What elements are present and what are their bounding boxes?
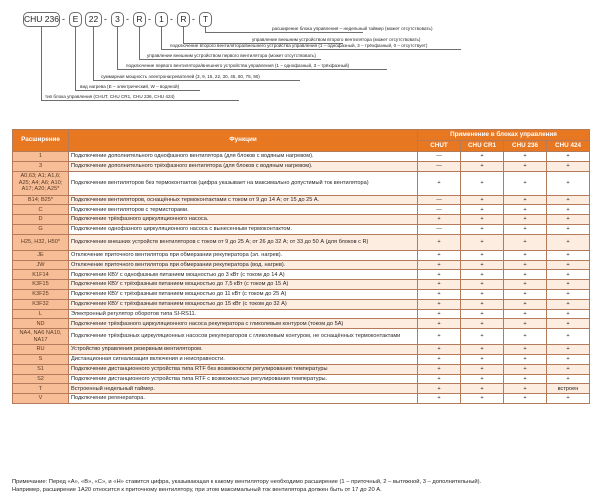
- cell-chu-cr1: +: [461, 374, 504, 384]
- cell-chu-236: +: [504, 260, 547, 270]
- header-block-chut: CHUT: [418, 141, 461, 152]
- cell-chu-236: +: [504, 270, 547, 280]
- cell-extension-code: T: [13, 384, 69, 394]
- footnote-line-1: Примечание: Перед «A», «B», «C», и «H» ставится цифра, указывающая к какому вентилятору необходимо расширение (1 – приточный, 2 – вытяжной, 3 – дополнительный).: [12, 479, 482, 485]
- cell-extension-code: V: [13, 394, 69, 404]
- legend-fan1: подключение первого вентилятора/внешнего устройства управления (1 – однофазный, 3 – трёхфазный): [126, 63, 350, 68]
- cell-chu-cr1: +: [461, 161, 504, 171]
- cell-function: Подключение однофазного циркуляционного насоса с вынесенным термоконтактом.: [69, 224, 418, 234]
- header-block-chu-cr1: CHU CR1: [461, 141, 504, 152]
- table-row: [13, 354, 590, 364]
- cell-function: Устройство управления резервным вентилятором.: [69, 345, 418, 355]
- cell-function: Подключение трёхфазных циркуляционных насосов рекуператоров с гликолевым контуром, не оснащённых термоконтактами: [69, 329, 418, 345]
- cell-chu-cr1: +: [461, 260, 504, 270]
- code-box-fan2-control: R: [177, 12, 190, 27]
- cell-chu-236: +: [504, 374, 547, 384]
- cell-chu-cr1: +: [461, 354, 504, 364]
- cell-function: Отключение приточного вентилятора при обмерзании рекуператора (вод. нагрев).: [69, 260, 418, 270]
- cell-chut: +: [418, 329, 461, 345]
- cell-chu-236: +: [504, 384, 547, 394]
- code-box-power: 22: [85, 12, 102, 27]
- cell-chut: +: [418, 234, 461, 250]
- leader-underline: [205, 32, 363, 33]
- cell-chu-424: +: [547, 289, 590, 299]
- header-block-chu-236: CHU 236: [504, 141, 547, 152]
- cell-chu-424: +: [547, 280, 590, 290]
- cell-chut: —: [418, 205, 461, 215]
- cell-chut: +: [418, 345, 461, 355]
- table-row: [13, 280, 590, 290]
- cell-extension-code: 3: [13, 161, 69, 171]
- legend-heating: вид нагрева (E – электрический, W – водяной): [80, 84, 180, 89]
- cell-function: Подключение КВУ с трёхфазным питанием мощностью до 15 кВт (с током до 32 А): [69, 299, 418, 309]
- cell-extension-code: JW: [13, 260, 69, 270]
- cell-function: Подключение КВУ с трёхфазным питанием мощностью до 11 кВт (с током до 25 А): [69, 289, 418, 299]
- cell-chu-424: +: [547, 270, 590, 280]
- legend-power: суммарная мощность электронагревателей (3, 9, 15, 22, 30, 45, 60, 75, 90): [101, 74, 260, 79]
- cell-chut: +: [418, 289, 461, 299]
- cell-chut: +: [418, 354, 461, 364]
- cell-chu-424: +: [547, 364, 590, 374]
- cell-extension-code: ND: [13, 319, 69, 329]
- table-row: [13, 345, 590, 355]
- cell-chut: +: [418, 374, 461, 384]
- leader-underline: [161, 49, 461, 50]
- cell-function: Подключение вентиляторов, оснащённых термоконтактами с током от 9 до 14 А; от 15 до 25 А.: [69, 195, 418, 205]
- cell-chu-424: +: [547, 329, 590, 345]
- cell-function: Подключение дополнительного однофазного вентилятора (для блоков с водяным нагревом).: [69, 152, 418, 162]
- cell-chut: —: [418, 161, 461, 171]
- cell-extension-code: K1F14: [13, 270, 69, 280]
- leader-underline: [117, 69, 387, 70]
- cell-chu-424: +: [547, 234, 590, 250]
- cell-chu-424: +: [547, 250, 590, 260]
- table-row: [13, 260, 590, 270]
- table-row: [13, 224, 590, 234]
- cell-chu-cr1: +: [461, 224, 504, 234]
- table-row: [13, 309, 590, 319]
- cell-chu-cr1: +: [461, 329, 504, 345]
- cell-extension-code: L: [13, 309, 69, 319]
- cell-chu-236: +: [504, 205, 547, 215]
- cell-chu-424: +: [547, 195, 590, 205]
- cell-function: Подключение вентиляторов без термоконтактов (цифра указывает на максимально допустимый ток вентилятора): [69, 171, 418, 195]
- cell-chu-cr1: +: [461, 319, 504, 329]
- cell-function: Подключение вентиляторов с термисторами.: [69, 205, 418, 215]
- cell-chu-236: +: [504, 319, 547, 329]
- cell-chu-236: +: [504, 289, 547, 299]
- code-box-fan2: 1: [155, 12, 168, 27]
- legend-timer: расширение блока управления – недельный таймер (может отсутствовать): [272, 26, 433, 31]
- cell-chu-424: +: [547, 260, 590, 270]
- legend-type: тип блока управления (CHUT, CHU CR1, CHU 236, CHU 424): [45, 94, 175, 99]
- cell-function: Подключение дистанционного устройства типа RTF с возможностью регулирования температуры.: [69, 374, 418, 384]
- cell-chut: +: [418, 319, 461, 329]
- cell-extension-code: A0,63; A1; A1,6; A25; A4; A6; A10; A17; A20; A25*: [13, 171, 69, 195]
- cell-extension-code: K3F15: [13, 280, 69, 290]
- cell-chu-cr1: +: [461, 195, 504, 205]
- cell-extension-code: C: [13, 205, 69, 215]
- cell-chu-236: +: [504, 299, 547, 309]
- cell-chut: —: [418, 152, 461, 162]
- cell-chut: —: [418, 195, 461, 205]
- table-row: [13, 384, 590, 394]
- cell-chu-cr1: +: [461, 234, 504, 250]
- cell-chut: +: [418, 215, 461, 225]
- cell-function: Подключение трёхфазного циркуляционного насоса рекуператора с гликолевым контуром (током до 5А): [69, 319, 418, 329]
- header-application-group: Применение в блоках управления: [418, 130, 590, 141]
- cell-chut: +: [418, 260, 461, 270]
- cell-function: Подключение внешних устройств вентиляторов с током от 9 до 25 А; от 26 до 32 А; от 33 до 50 А (для блоков с R): [69, 234, 418, 250]
- footnote-line-2: Например, расширение 1A20 относится к приточному вентилятору, при этом максимальный ток вентилятора должен быть от 17 до 20 А.: [12, 487, 382, 493]
- table-row: [13, 394, 590, 404]
- cell-chut: +: [418, 299, 461, 309]
- cell-chu-424: +: [547, 152, 590, 162]
- cell-chu-424: +: [547, 205, 590, 215]
- cell-chu-424: +: [547, 374, 590, 384]
- legend-fan2-control: управление внешним устройством второго вентилятора (может отсутствовать): [252, 37, 421, 42]
- leader-underline: [139, 59, 321, 60]
- header-block-chu-424: CHU 424: [547, 141, 590, 152]
- cell-chu-236: +: [504, 309, 547, 319]
- cell-chu-424: встроен: [547, 384, 590, 394]
- cell-chu-236: +: [504, 224, 547, 234]
- cell-chu-424: +: [547, 394, 590, 404]
- header-extension: Расширение: [13, 130, 69, 152]
- cell-chu-cr1: +: [461, 280, 504, 290]
- table-row: [13, 215, 590, 225]
- leader-line: [75, 27, 76, 90]
- code-box-timer: T: [199, 12, 212, 27]
- code-box-fan1-control: R: [133, 12, 146, 27]
- cell-chu-236: +: [504, 329, 547, 345]
- cell-chu-236: +: [504, 215, 547, 225]
- table-row: [13, 319, 590, 329]
- table-row: [13, 205, 590, 215]
- cell-function: Подключение дистанционного устройства типа RTF без возможности регулирования температуры: [69, 364, 418, 374]
- cell-chu-cr1: +: [461, 394, 504, 404]
- cell-chu-236: +: [504, 280, 547, 290]
- table-row: [13, 234, 590, 250]
- code-dash: -: [104, 14, 107, 24]
- cell-function: Подключение КВУ с однофазным питанием мощностью до 3 кВт (с током до 14 А): [69, 270, 418, 280]
- cell-chut: +: [418, 250, 461, 260]
- table-body: [13, 152, 590, 404]
- code-box-type: CHU 236: [23, 12, 60, 27]
- cell-chu-cr1: +: [461, 215, 504, 225]
- cell-chut: +: [418, 280, 461, 290]
- cell-function: Подключение дополнительного трёхфазного вентилятора (для блоков с водяным нагревом).: [69, 161, 418, 171]
- cell-chu-236: +: [504, 394, 547, 404]
- leader-line: [41, 27, 42, 100]
- footnote: [12, 478, 602, 494]
- cell-chu-424: +: [547, 171, 590, 195]
- code-box-heating: E: [69, 12, 82, 27]
- cell-chu-424: +: [547, 215, 590, 225]
- leader-line: [183, 27, 184, 43]
- cell-chu-cr1: +: [461, 250, 504, 260]
- table-row: [13, 152, 590, 162]
- cell-chu-236: +: [504, 195, 547, 205]
- cell-extension-code: K3F32: [13, 299, 69, 309]
- cell-extension-code: RU: [13, 345, 69, 355]
- cell-extension-code: 1: [13, 152, 69, 162]
- table-row: [13, 299, 590, 309]
- cell-function: Подключение регенератора.: [69, 394, 418, 404]
- code-dash: -: [148, 14, 151, 24]
- table-row: [13, 289, 590, 299]
- leader-line: [139, 27, 140, 59]
- cell-function: Отключение приточного вентилятора при обмерзании рекуператора (эл. нагрев).: [69, 250, 418, 260]
- model-code-diagram: [0, 0, 614, 128]
- cell-chu-236: +: [504, 171, 547, 195]
- cell-chu-cr1: +: [461, 270, 504, 280]
- cell-chu-cr1: +: [461, 384, 504, 394]
- cell-extension-code: B14; B25*: [13, 195, 69, 205]
- leader-underline: [75, 90, 200, 91]
- cell-chut: +: [418, 394, 461, 404]
- table-row: [13, 171, 590, 195]
- cell-chut: +: [418, 309, 461, 319]
- cell-chu-236: +: [504, 364, 547, 374]
- cell-chu-424: +: [547, 354, 590, 364]
- code-dash: -: [62, 14, 65, 24]
- table-row: [13, 374, 590, 384]
- cell-extension-code: JE: [13, 250, 69, 260]
- leader-underline: [93, 80, 300, 81]
- cell-extension-code: K3F25: [13, 289, 69, 299]
- cell-chu-424: +: [547, 345, 590, 355]
- cell-function: Подключение трёхфазного циркуляционного насоса.: [69, 215, 418, 225]
- cell-chut: —: [418, 224, 461, 234]
- cell-chu-236: +: [504, 354, 547, 364]
- cell-chu-424: +: [547, 309, 590, 319]
- cell-chut: +: [418, 270, 461, 280]
- code-dash: -: [170, 14, 173, 24]
- cell-chu-236: +: [504, 161, 547, 171]
- leader-line: [93, 27, 94, 80]
- cell-chu-424: +: [547, 161, 590, 171]
- cell-chu-424: +: [547, 299, 590, 309]
- code-dash: -: [192, 14, 195, 24]
- cell-chu-236: +: [504, 152, 547, 162]
- cell-extension-code: D: [13, 215, 69, 225]
- cell-function: Дистанционная сигнализация включения и неисправности.: [69, 354, 418, 364]
- cell-extension-code: S1: [13, 364, 69, 374]
- table-row: [13, 250, 590, 260]
- code-box-fan1: 3: [111, 12, 124, 27]
- cell-chu-424: +: [547, 224, 590, 234]
- table-row: [13, 364, 590, 374]
- legend-fan1-control: управление внешним устройством первого вентилятора (может отсутствовать): [147, 53, 316, 58]
- cell-chu-cr1: +: [461, 289, 504, 299]
- cell-chu-424: +: [547, 319, 590, 329]
- leader-underline: [41, 100, 239, 101]
- legend-fan2: подключение второго вентилятора/внешнего устройства управления (1 – однофазный, 3 – трёхфазный, 0 – отсутствует): [170, 43, 428, 48]
- cell-chut: +: [418, 364, 461, 374]
- leader-line: [161, 27, 162, 49]
- cell-chu-236: +: [504, 345, 547, 355]
- cell-chut: +: [418, 384, 461, 394]
- cell-chu-cr1: +: [461, 299, 504, 309]
- cell-extension-code: H25, H32, H50*: [13, 234, 69, 250]
- cell-extension-code: S2: [13, 374, 69, 384]
- leader-line: [117, 27, 118, 69]
- table-row: [13, 195, 590, 205]
- table-row: [13, 161, 590, 171]
- cell-chut: +: [418, 171, 461, 195]
- cell-chu-cr1: +: [461, 205, 504, 215]
- cell-function: Электронный регулятор оборотов типа SI-RS11.: [69, 309, 418, 319]
- cell-chu-cr1: +: [461, 364, 504, 374]
- cell-chu-cr1: +: [461, 171, 504, 195]
- extensions-table: [12, 129, 590, 404]
- cell-chu-cr1: +: [461, 152, 504, 162]
- cell-extension-code: NA4, NA6 NA10, NA17: [13, 329, 69, 345]
- cell-chu-cr1: +: [461, 345, 504, 355]
- cell-chu-236: +: [504, 250, 547, 260]
- header-functions: Функции: [69, 130, 418, 152]
- cell-function: Подключение КВУ с трёхфазным питанием мощностью до 7,5 кВт (с током до 15 А): [69, 280, 418, 290]
- code-dash: -: [126, 14, 129, 24]
- cell-chu-236: +: [504, 234, 547, 250]
- cell-extension-code: G: [13, 224, 69, 234]
- cell-function: Встроенный недельный таймер.: [69, 384, 418, 394]
- cell-chu-cr1: +: [461, 309, 504, 319]
- cell-extension-code: S: [13, 354, 69, 364]
- table-row: [13, 329, 590, 345]
- table-row: [13, 270, 590, 280]
